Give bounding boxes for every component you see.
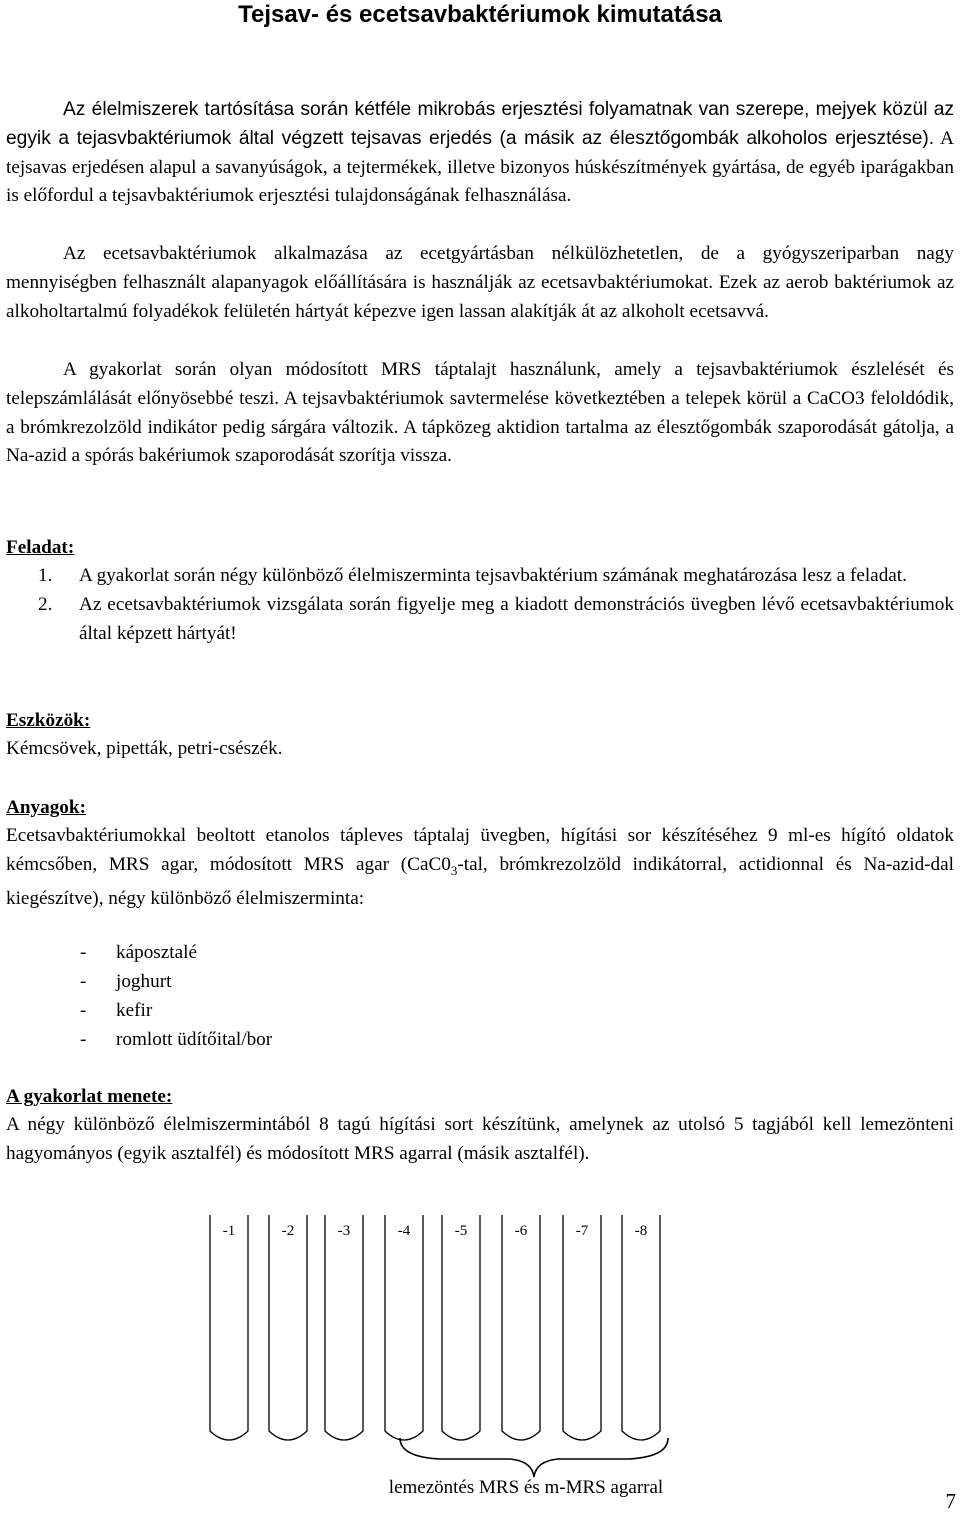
anyagok-text-part-2: -tal, brómkrezolzöld indikátorral, actidionnal és Na-azid-dal kiegészítve), négy különböző élelmiszerminta: xyxy=(6,853,954,910)
tube-label: -3 xyxy=(337,1223,351,1239)
sample-name: joghurt xyxy=(116,971,172,992)
curly-brace xyxy=(400,1438,668,1477)
intro-sentence-1: Az élelmiszerek tartósítása során kétféle mikrobás erjesztési folyamatnak van szerepe, mejyek közül az egyik a tejasvbaktériumok által végzett tejsavas erjedés (a másik az élesztőgombák alkoholos erjesztése). xyxy=(6,99,954,149)
intro-sentence-2: A tejsavas erjedésen alapul a savanyúságok, a tejtermékek, illetve bizonyos húskészítmények gyártása, de egyéb iparágakban is előfordul a tejsavbaktériumok erjesztési tulajdonságának felhasználása. xyxy=(6,127,954,207)
sample-name: káposztalé xyxy=(116,942,197,963)
eszkozok-heading: Eszközök: xyxy=(6,710,91,731)
tube-label: -6 xyxy=(514,1223,528,1239)
list-text: Az ecetsavbaktériumok vizsgálata során figyelje meg a kiadott demonstrációs üvegben lévő ecetsavbaktériumok által képzett hártyát! xyxy=(79,593,954,644)
test-tube-7 xyxy=(563,1215,601,1440)
menete-text: A négy különböző élelmiszermintából 8 tagú hígítási sort készítünk, amelynek az utolsó 5 tagjából kell lemezönteni hagyományos (egyik asztalfél) és módosított MRS agarral (másik asztalfél). xyxy=(6,1114,954,1164)
test-tube-4 xyxy=(385,1215,423,1440)
sample-list xyxy=(6,938,272,1054)
test-tube-3 xyxy=(325,1215,363,1440)
test-tube-8 xyxy=(622,1215,660,1440)
dilution-series-diagram xyxy=(0,1205,960,1513)
page-number: 7 xyxy=(945,1489,956,1513)
sample-name: kefir xyxy=(116,1000,153,1021)
page-title: Tejsav- és ecetsavbaktériumok kimutatása xyxy=(238,1,722,28)
tube-label: -7 xyxy=(575,1223,589,1239)
diagram-caption: lemezöntés MRS és m-MRS agarral xyxy=(388,1477,664,1498)
list-number: 1. xyxy=(38,565,53,586)
intro-paragraph-3: A gyakorlat során olyan módosított MRS táptalajt használunk, amely a tejsavbaktériumok észlelését és telepszámlálását előnyösebbé teszi. A tejsavbaktériumok savtermelése következtében a telepek körül a CaCO3 feloldódik, a brómkrezolzöld indikátor pedig sárgára változik. A tápközeg aktidion tartalma az élesztőgombák szaporodását gátolja, a Na-azid a spórás bakériumok szaporodását szorítja vissza. xyxy=(6,359,954,467)
list-dash: - xyxy=(80,1029,87,1050)
test-tube-1 xyxy=(210,1215,248,1440)
tube-label: -5 xyxy=(454,1223,468,1239)
list-item xyxy=(6,562,954,591)
anyagok-heading: Anyagok: xyxy=(6,797,86,818)
list-item xyxy=(6,996,272,1025)
tube-label: -4 xyxy=(397,1223,411,1239)
test-tube-2 xyxy=(269,1215,307,1440)
tube-label: -8 xyxy=(634,1223,648,1239)
menete-heading: A gyakorlat menete: xyxy=(6,1086,173,1107)
sample-name: romlott üdítőital/bor xyxy=(116,1029,273,1050)
list-item xyxy=(6,591,954,649)
subscript-3: 3 xyxy=(450,862,458,878)
test-tube-6 xyxy=(502,1215,540,1440)
tube-label: -2 xyxy=(281,1223,295,1239)
feladat-heading: Feladat: xyxy=(6,537,75,558)
list-item xyxy=(6,967,272,996)
list-dash: - xyxy=(80,942,87,963)
list-item xyxy=(6,1025,272,1054)
list-number: 2. xyxy=(38,593,53,615)
list-text: A gyakorlat során négy különböző élelmiszerminta tejsavbaktérium számának meghatározása lesz a feladat. xyxy=(79,565,907,586)
anyagok-text xyxy=(6,822,954,914)
test-tube-5 xyxy=(442,1215,480,1440)
tube-label: -1 xyxy=(222,1223,236,1239)
eszkozok-text: Kémcsövek, pipetták, petri-csészék. xyxy=(6,738,283,759)
list-dash: - xyxy=(80,1000,87,1021)
anyagok-text-part-1: Ecetsavbaktériumokkal beoltott etanolos tápleves táptalaj üvegben, hígítási sor készítéséhez 9 ml-es hígító oldatok kémcsőben, MRS agar, módosított MRS agar (CaC0 xyxy=(6,825,954,875)
feladat-list xyxy=(6,562,954,648)
intro-paragraph-1 xyxy=(6,96,954,211)
list-item xyxy=(6,938,272,967)
list-dash: - xyxy=(80,971,87,992)
intro-paragraph-2: Az ecetsavbaktériumok alkalmazása az ecetgyártásban nélkülözhetetlen, de a gyógyszeriparban nagy mennyiségben felhasznált alapanyagok előállítására is használják az ecetsavbaktériumokat. Ezek az aerob baktériumok az alkoholtartalmú folyadékok felületén hártyát képezve igen lassan alakítják át az alkoholt ecetsavvá. xyxy=(6,243,954,322)
